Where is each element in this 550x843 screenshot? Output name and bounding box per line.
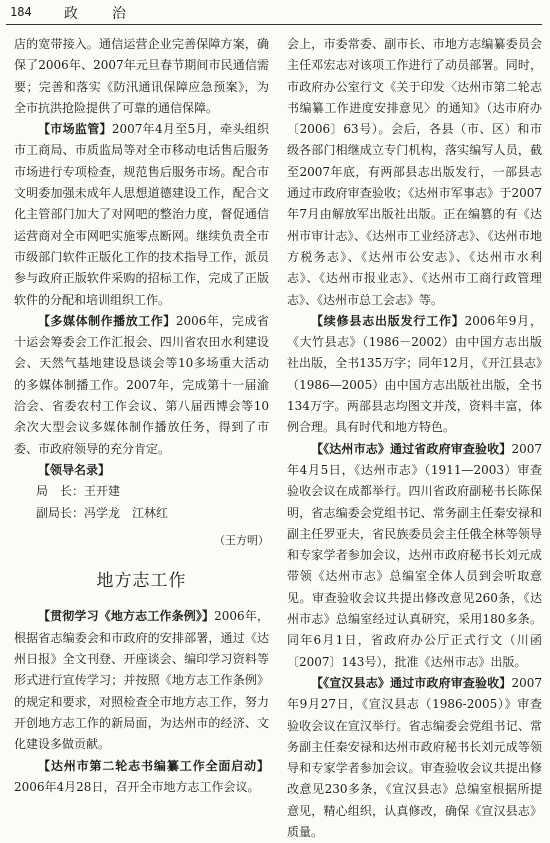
entry-title: 【贯彻学习《地方志工作条例》】	[38, 609, 215, 624]
author-credit: （王方明）	[214, 533, 269, 547]
entry-body: 2007年9月27日，《宣汉县志（1986-2005）》审查验收会议在宣汉举行。省志编委会党组书记、常务副主任秦安禄和达州市政府秘书长刘元成等领导和专家学者参加会议。审查验收会议共提出修改意见230多条，《宣汉县志》总编室根据所提意见，精心组织，认真修改，确保《宣汉县志》质量。	[287, 675, 542, 839]
leader-list	[14, 460, 269, 524]
page-header	[6, 2, 542, 25]
entry-body: 2007年4月至5月，牵头组织市工商局、市质监局等对全市移动电话售后服务市场进行专项检查，规范售后服务市场。配合市文明委加强未成年人思想道德建设工作，配合文化主管部门加大了对网吧的整治力度，督促通信运营商对全市网吧实施零点断网。继续负责全市市级部门软件正版化工作的技术指导工作，派员参与政府正版软件采购的招标工作，完成了正版软件的分配和培训组织工作。	[14, 122, 269, 307]
right-column	[287, 34, 542, 843]
entry-title: 【《达州市志》通过省政府审查验收】	[311, 441, 512, 456]
paragraph-dazhou-record	[287, 439, 542, 673]
entry-body: 2006年4月28日，召开全市地方志工作会议。	[14, 779, 260, 794]
entry-title: 【多媒体制作播放工作】	[38, 313, 176, 328]
entry-body: 2006年，完成省十运会筹委会工作汇报会、四川省农田水利建设会、天然气基地建设恳谈会等10多场重大活动的多媒体制播工作。2007年，完成第十一届渝洽会、省委农村工作会议、第八届西博会等10余次大型会议多媒体制作播放任务，得到了市委、市政府领导的充分肯定。	[14, 313, 269, 456]
paragraph-continued: 会上，市委常委、副市长、市地方志编纂委员会主任邓宏志对该项工作进行了动员部署。同时，市政府办公室行文《关于印发〈达州市第二轮志书编纂工作进度安排意见〉的通知》（达市府办〔2006〕63号）。会后，各县（市、区）和市级各部门相继成立专门机构，落实编写人员，截至2007年底，有两部县志出版发行，一部县志通过市政府审查验收；《达州市军事志》于2007年7月由解放军出版社出版。正在编篡的有《达州市审计志》、《达州市工业经济志》、《达州市地方税务志》、《达州市公安志》、《达州市水利志》、《达州市报业志》、《达州市工商行政管理志》、《达州市总工会志》等。	[287, 37, 542, 307]
entry-body: 2006年，根据省志编委会和市政府的安排部署，通过《达州日报》全文刊登、开座谈会、编印学习资料等形式进行宣传学习；并按照《地方志工作条例》的规定和要求，对照检查全市地方志工作，努力开创地方志工作的新局面，为达州市的经济、文化建设多做贡献。	[14, 609, 269, 752]
paragraph-market-supervision	[14, 119, 269, 311]
leader-entry: 副局长：冯学龙 江林红	[36, 505, 169, 520]
leader-entry: 局 长：王开建	[36, 484, 121, 499]
entry-title: 【续修县志出版发行工作】	[311, 313, 465, 328]
paragraph-multimedia	[14, 311, 269, 460]
paragraph-regulations	[14, 606, 269, 755]
entry-title: 【达州市第二轮志书编纂工作全面启动】	[38, 758, 269, 773]
paragraph-continued: 店的宽带接入。通信运营企业完善保障方案，确保了2006年、2007年元旦春节期间市民通信需要；完善和落实《防汛通讯保障应急预案》，为全市抗洪抢险提供了可靠的通信保障。	[14, 37, 269, 115]
running-section-title: 政 治	[64, 6, 136, 22]
section-heading: 地方志工作	[96, 571, 187, 592]
entry-title: 【《宣汉县志》通过市政府审查验收】	[311, 675, 512, 690]
leader-list-title: 【领导名录】	[38, 462, 111, 477]
left-column	[14, 34, 269, 798]
entry-title: 【市场监管】	[38, 122, 112, 137]
paragraph-xuanhan-record	[287, 673, 542, 843]
page-number: 184	[10, 5, 32, 19]
entry-body: 2007年4月5日，《达州市志》（1911—2003）审查验收会议在成都举行。四川省政府副秘书长陈保明，省志编委会党组书记、常务副主任秦安禄和副主任罗亚夫，省民族委员会主任俄全林等领导和专家学者参加会议，达州市政府秘书长刘元成带领《达州市志》总编室全体人员到会听取意见。审查验收会议共提出修改意见260条，《达州市志》总编室经过认真研究，采用180多条。同年6月1日，省政府办公厅正式行文（川函〔2007〕143号），批准《达州市志》出版。	[287, 441, 542, 669]
entry-body: 2006年9月，《大竹县志》（1986－2002）由中国方志出版社出版，全书135万字；同年12月，《开江县志》（1986—2005）由中国方志出版社出版，全书134万字。两部县志均图文并茂，资料丰富，体例合理。具有时代和地方特色。	[287, 313, 542, 435]
paragraph-second-round	[14, 756, 269, 799]
paragraph-county-records	[287, 311, 542, 439]
